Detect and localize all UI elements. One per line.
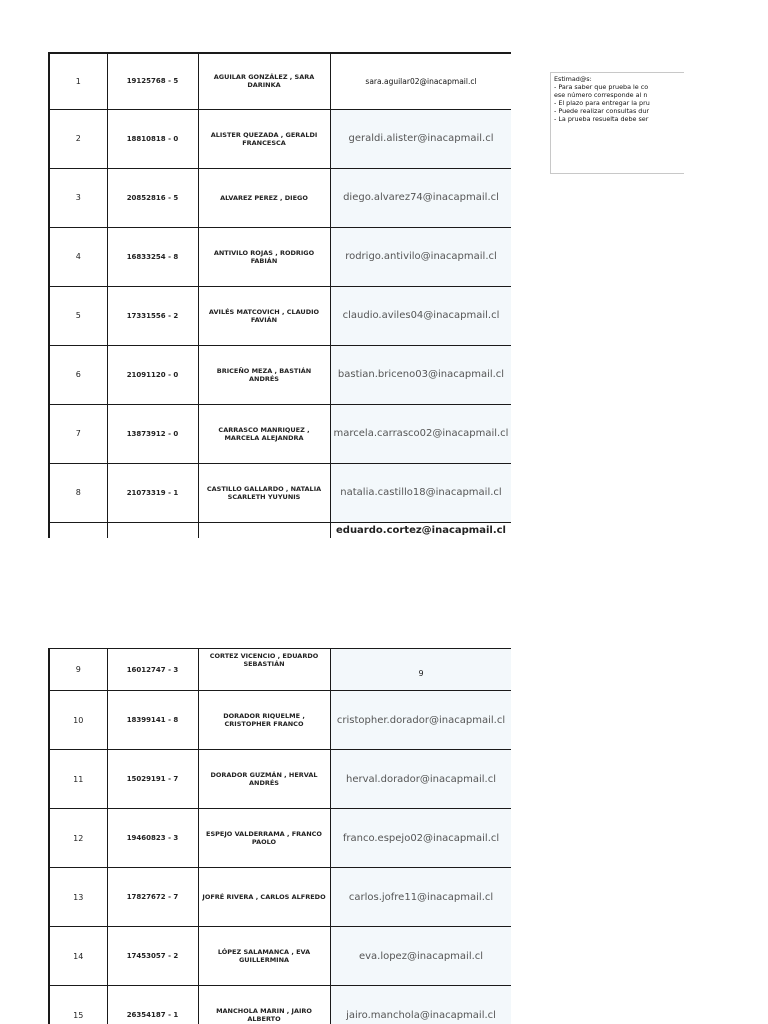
table-row [49,345,511,404]
row-number: 4 [49,227,107,286]
row-number: 13 [49,868,107,927]
row-number: 14 [49,927,107,986]
row-number: 2 [49,109,107,168]
student-name [198,522,330,538]
table-row [49,168,511,227]
row-number: 10 [49,691,107,750]
student-table-part-2 [48,648,511,1024]
student-name: DORADOR GUZMÁN , HERVAL ANDRÉS [198,750,330,809]
student-name: AVILÉS MATCOVICH , CLAUDIO FAVIÁN [198,286,330,345]
email-cell[interactable]: carlos.jofre11@inacapmail.cl [330,868,511,927]
rut-cell: 16012747 - 3 [107,649,198,691]
rut-cell: 19125768 - 5 [107,53,198,109]
row-number: 1 [49,53,107,109]
rut-cell: 19460823 - 3 [107,809,198,868]
email-cell[interactable]: diego.alvarez74@inacapmail.cl [330,168,511,227]
rut-cell: 13873912 - 0 [107,404,198,463]
row-number: 12 [49,809,107,868]
student-name: ALISTER QUEZADA , GERALDI FRANCESCA [198,109,330,168]
student-name: ESPEJO VALDERRAMA , FRANCO PAOLO [198,809,330,868]
student-name: AGUILAR GONZÁLEZ , SARA DARINKA [198,53,330,109]
email-cell[interactable]: rodrigo.antivilo@inacapmail.cl [330,227,511,286]
rut-cell [107,522,198,538]
table-row-partial [49,522,511,538]
table-row [49,463,511,522]
row-number: 3 [49,168,107,227]
rut-cell: 16833254 - 8 [107,227,198,286]
instructions-note [550,72,684,174]
table-row [49,286,511,345]
student-name: ALVAREZ PEREZ , DIEGO [198,168,330,227]
table-row [49,868,511,927]
note-line: - La prueba resuelta debe ser [554,115,649,123]
student-name: ANTIVILO ROJAS , RODRIGO FABIÁN [198,227,330,286]
row-number: 9 [49,649,107,691]
student-name: LÓPEZ SALAMANCA , EVA GUILLERMINA [198,927,330,986]
rut-cell: 18399141 - 8 [107,691,198,750]
rut-cell: 15029191 - 7 [107,750,198,809]
row-number: 8 [49,463,107,522]
table-row [49,109,511,168]
table-row [49,750,511,809]
note-line: - El plazo para entregar la pru [554,99,650,107]
email-cell[interactable]: sara.aguilar02@inacapmail.cl [330,53,511,109]
student-name: JOFRÉ RIVERA , CARLOS ALFREDO [198,868,330,927]
note-line: ese número corresponde al n [554,91,648,99]
student-name: MANCHOLA MARIN , JAIRO ALBERTO [198,986,330,1024]
email-cell[interactable]: 9 [330,649,511,691]
rut-cell: 17331556 - 2 [107,286,198,345]
row-number: 6 [49,345,107,404]
student-name: CARRASCO MANRIQUEZ , MARCELA ALEJANDRA [198,404,330,463]
email-cell[interactable]: claudio.aviles04@inacapmail.cl [330,286,511,345]
rut-cell: 21091120 - 0 [107,345,198,404]
table-row [49,649,511,691]
student-name: CASTILLO GALLARDO , NATALIA SCARLETH YUYUNIS [198,463,330,522]
row-number: 7 [49,404,107,463]
email-cell[interactable]: eva.lopez@inacapmail.cl [330,927,511,986]
student-table-part-1 [48,52,511,538]
email-cell[interactable]: franco.espejo02@inacapmail.cl [330,809,511,868]
rut-cell: 26354187 - 1 [107,986,198,1024]
table-row [49,404,511,463]
row-number: 11 [49,750,107,809]
rut-cell: 20852816 - 5 [107,168,198,227]
email-cell[interactable]: eduardo.cortez@inacapmail.cl [330,522,511,538]
student-table [48,52,511,538]
note-line: - Para saber que prueba le co [554,83,649,91]
table-row [49,927,511,986]
student-table [48,648,511,1024]
student-name: DORADOR RIQUELME , CRISTOPHER FRANCO [198,691,330,750]
note-line: - Puede realizar consultas dur [554,107,650,115]
email-cell[interactable]: geraldi.alister@inacapmail.cl [330,109,511,168]
table-row [49,691,511,750]
email-cell[interactable]: bastian.briceno03@inacapmail.cl [330,345,511,404]
rut-cell: 21073319 - 1 [107,463,198,522]
email-cell[interactable]: natalia.castillo18@inacapmail.cl [330,463,511,522]
table-row [49,809,511,868]
table-row [49,53,511,109]
email-cell[interactable]: jairo.manchola@inacapmail.cl [330,986,511,1024]
student-name: CORTEZ VICENCIO , EDUARDO SEBASTIÁN [198,649,330,691]
row-number: 5 [49,286,107,345]
rut-cell: 17453057 - 2 [107,927,198,986]
email-cell[interactable]: marcela.carrasco02@inacapmail.cl [330,404,511,463]
note-line: Estimad@s: [554,75,592,83]
row-number: 15 [49,986,107,1024]
rut-cell: 17827672 - 7 [107,868,198,927]
rut-cell: 18810818 - 0 [107,109,198,168]
table-row [49,227,511,286]
table-row [49,986,511,1024]
student-name: BRICEÑO MEZA , BASTIÁN ANDRÉS [198,345,330,404]
email-cell[interactable]: herval.dorador@inacapmail.cl [330,750,511,809]
row-number [49,522,107,538]
email-cell[interactable]: cristopher.dorador@inacapmail.cl [330,691,511,750]
